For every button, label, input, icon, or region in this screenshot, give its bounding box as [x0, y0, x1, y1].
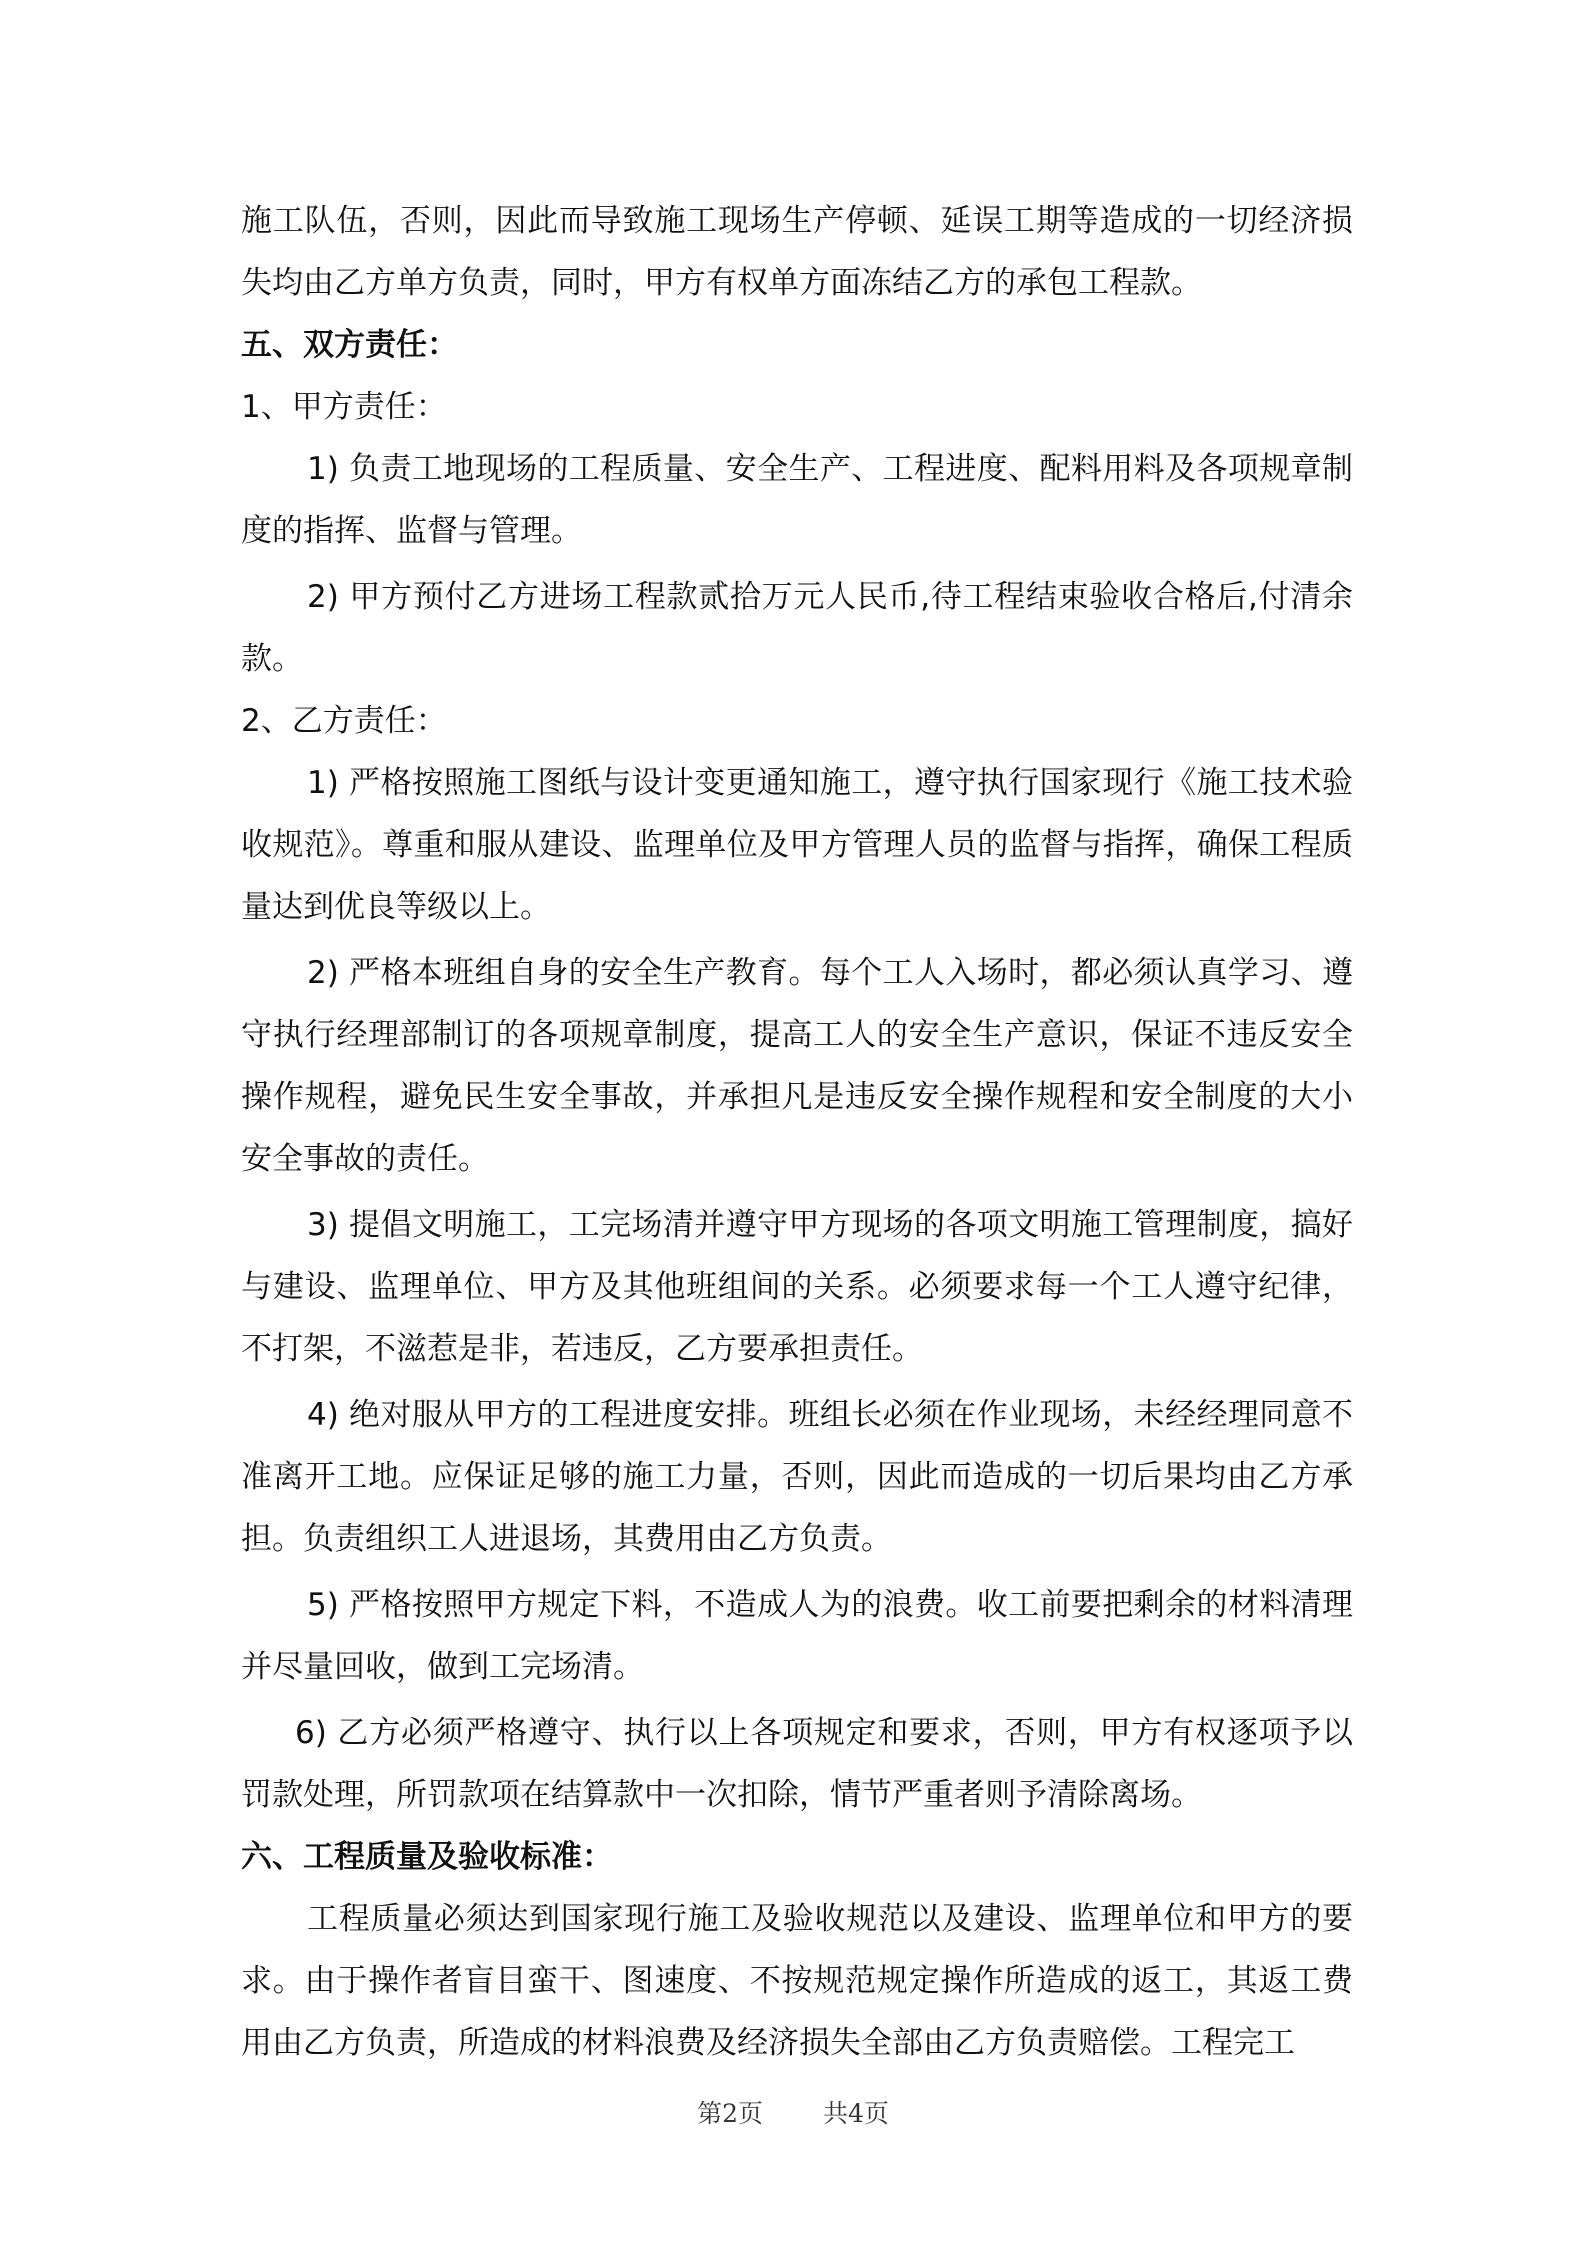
clause-b-2: 2) 严格本班组自身的安全生产教育。每个工人入场时，都必须认真学习、遵守执行经理部制订的各项规章制度，提高工人的安全生产意识，保证不违反安全操作规程，避免民生安全事故，并承担凡是违反安全操作规程和安全制度的大小安全事故的责任。 — [241, 955, 1353, 1177]
clause-b-4: 4) 绝对服从甲方的工程进度安排。班组长必须在作业现场，未经经理同意不准离开工地。应保证足够的施工力量，否则，因此而造成的一切后果均由乙方承担。负责组织工人进退场，其费用由乙方负责。 — [241, 1397, 1353, 1557]
page-number: 第2页 — [697, 2099, 763, 2128]
page-total: 共4页 — [823, 2099, 889, 2128]
quality-paragraph: 工程质量必须达到国家现行施工及验收规范以及建设、监理单位和甲方的要求。由于操作者盲目蛮干、图速度、不按规范规定操作所造成的返工，其返工费用由乙方负责，所造成的材料浪费及经济损失全部由乙方负责赔偿。工程完工 — [241, 1901, 1353, 2061]
clause-b-1: 1) 严格按照施工图纸与设计变更通知施工，遵守执行国家现行《施工技术验收规范》。尊重和服从建设、监理单位及甲方管理人员的监督与指挥，确保工程质量达到优良等级以上。 — [241, 765, 1353, 925]
subsection-party-a: 1、甲方责任： — [241, 389, 447, 425]
clause-b-6: 6) 乙方必须严格遵守、执行以上各项规定和要求，否则，甲方有权逐项予以罚款处理，所罚款项在结算款中一次扣除，情节严重者则予清除离场。 — [241, 1715, 1353, 1813]
clause-a-1: 1) 负责工地现场的工程质量、安全生产、工程进度、配料用料及各项规章制度的指挥、监督与管理。 — [241, 451, 1353, 549]
clause-a-2: 2) 甲方预付乙方进场工程款贰拾万元人民币,待工程结束验收合格后,付清余款。 — [241, 579, 1353, 677]
clause-b-5: 5) 严格按照甲方规定下料，不造成人为的浪费。收工前要把剩余的材料清理并尽量回收，做到工完场清。 — [241, 1587, 1353, 1685]
document-body — [241, 190, 1353, 2074]
paragraph-continuation: 施工队伍，否则，因此而导致施工现场生产停顿、延误工期等造成的一切经济损失均由乙方单方负责，同时，甲方有权单方面冻结乙方的承包工程款。 — [241, 203, 1353, 301]
clause-b-3: 3) 提倡文明施工，工完场清并遵守甲方现场的各项文明施工管理制度，搞好与建设、监理单位、甲方及其他班组间的关系。必须要求每一个工人遵守纪律，不打架，不滋惹是非，若违反，乙方要承担责任。 — [241, 1207, 1353, 1367]
subsection-party-b: 2、乙方责任： — [241, 703, 447, 739]
page-footer — [0, 2094, 1586, 2130]
section-heading-6: 六、工程质量及验收标准： — [241, 1839, 613, 1875]
section-heading-5: 五、双方责任： — [241, 327, 458, 363]
